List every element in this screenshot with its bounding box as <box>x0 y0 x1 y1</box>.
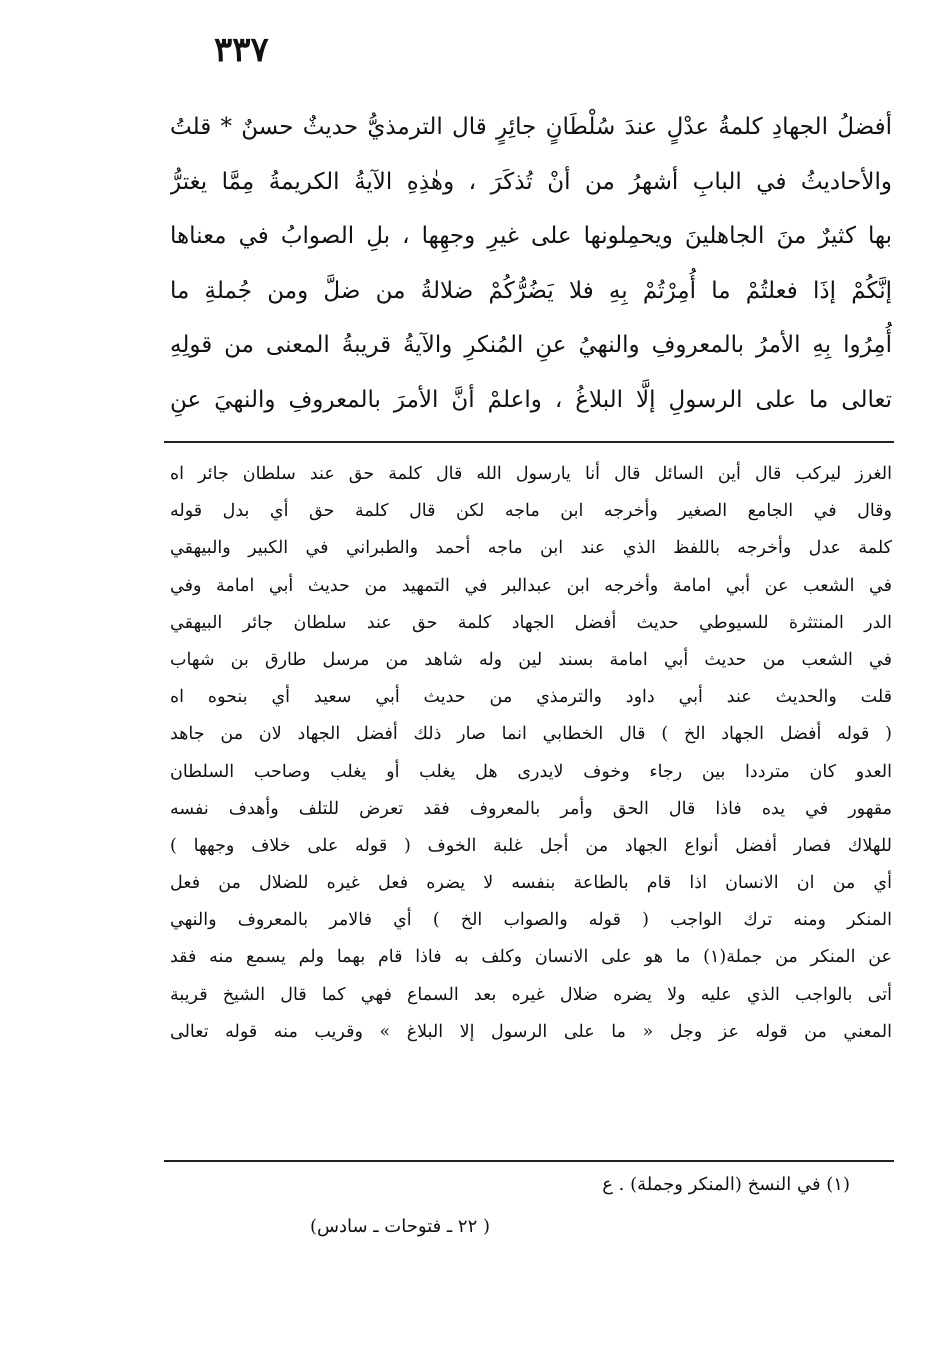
commentary-line: مقهور في يده فاذا قال الحق وأمر بالمعروف فقد تعرض للتلف وأهدف نفسه <box>170 798 892 819</box>
main-text-line: أُمِرُوا بِهِ الأمرُ بالمعروفِ والنهيُ عنِ المُنكرِ والآيةُ قريبةُ المعنى من قولِهِ <box>170 332 892 358</box>
main-text <box>170 100 892 427</box>
main-text-line: بها كثيرٌ منَ الجاهلينَ ويحمِلونها على غيرِ وجهِها ، بلِ الصوابُ في معناها <box>170 223 892 249</box>
commentary-line: الغرز ليركب قال أين السائل قال أنا يارسول الله قال كلمة حق عند سلطان جائر اه <box>170 464 892 484</box>
footnote-divider <box>164 1160 894 1162</box>
main-text-line: إنَّكُمْ إذَا فعلتُمْ ما أُمِرْتُمْ بِهِ فلا يَضُرُّكُمْ ضلالةُ من ضلَّ ومن جُملةِ ما <box>170 277 892 304</box>
main-text-line: أفضلُ الجهادِ كلمةُ عدْلٍ عندَ سُلْطَانٍ جائِرٍ قال الترمذيُّ حديثٌ حسنٌ * قلتُ <box>170 114 892 140</box>
commentary-line: قلت والحديث عند أبي داود والترمذي من حديث أبي سعيد أي بنحوه اه <box>170 687 892 708</box>
commentary-line: المنكر ومنه ترك الواجب ( قوله والصواب الخ ) أي فالامر بالمعروف والنهي <box>170 910 892 931</box>
commentary-line: أي من ان الانسان اذا قام بالطاعة بنفسه لا يضره فعل غيره للضلال من فعل <box>170 873 892 894</box>
commentary-text <box>170 456 892 1051</box>
commentary-line: الدر المنتثرة للسيوطي حديث أفضل الجهاد كلمة حق عند سلطان جائر البيهقي <box>170 612 892 633</box>
commentary-line: المعني من قوله عز وجل « ما على الرسول إلا البلاغ » وقريب منه قوله تعالى <box>170 1021 892 1042</box>
commentary-line: أتى بالواجب الذي عليه ولا يضره ضلال غيره بعد السماع فهي كما قال الشيخ قريبة <box>170 984 892 1005</box>
commentary-line: وقال في الجامع الصغير وأخرجه ابن ماجه لكن قال كلمة حق أي بدل قوله <box>170 501 892 522</box>
commentary-line: كلمة عدل وأخرجه باللفظ الذي عند ابن ماجه أحمد والطبراني في الكبير والبيهقي <box>170 538 892 559</box>
page-number: ٣٣٧ <box>214 30 269 70</box>
main-text-line: تعالى ما على الرسولِ إلَّا البلاغُ ، واعلمْ أنَّ الأمرَ بالمعروفِ والنهيَ عنِ <box>170 386 892 413</box>
footnote: (١) في النسخ (المنكر وجملة) . ع <box>602 1174 850 1195</box>
commentary-line: في الشعب من حديث أبي امامة بسند لين وله شاهد من مرسل طارق بن شهاب <box>170 649 892 670</box>
section-divider <box>164 441 894 443</box>
commentary-line: العدو كان مترددا بين رجاء وخوف لايدرى هل يغلب أو يغلب وصاحب السلطان <box>170 761 892 782</box>
commentary-line: للهلاك فصار أفضل أنواع الجهاد من أجل غلبة الخوف ( قوله على خلاف وجهها ) <box>170 835 892 856</box>
commentary-line: عن المنكر من جملة(١) ما هو على الانسان وكلف به فاذا قام بهما ولم يسمع منه فقد <box>170 947 892 968</box>
main-text-line: والأحاديثُ في البابِ أشهرُ من أنْ تُذكَرَ ، وهٰذِهِ الآيةُ الكريمةُ مِمَّا يغترُّ <box>170 168 892 195</box>
printer-signature: ( ٢٢ ـ فتوحات ـ سادس) <box>310 1216 490 1237</box>
commentary-line: ( قوله أفضل الجهاد الخ ) قال الخطابي انما صار ذلك أفضل الجهاد لان من جاهد <box>170 724 892 745</box>
commentary-line: في الشعب عن أبي امامة وأخرجه ابن عبدالبر في التمهيد من حديث أبي امامة وفي <box>170 575 892 596</box>
